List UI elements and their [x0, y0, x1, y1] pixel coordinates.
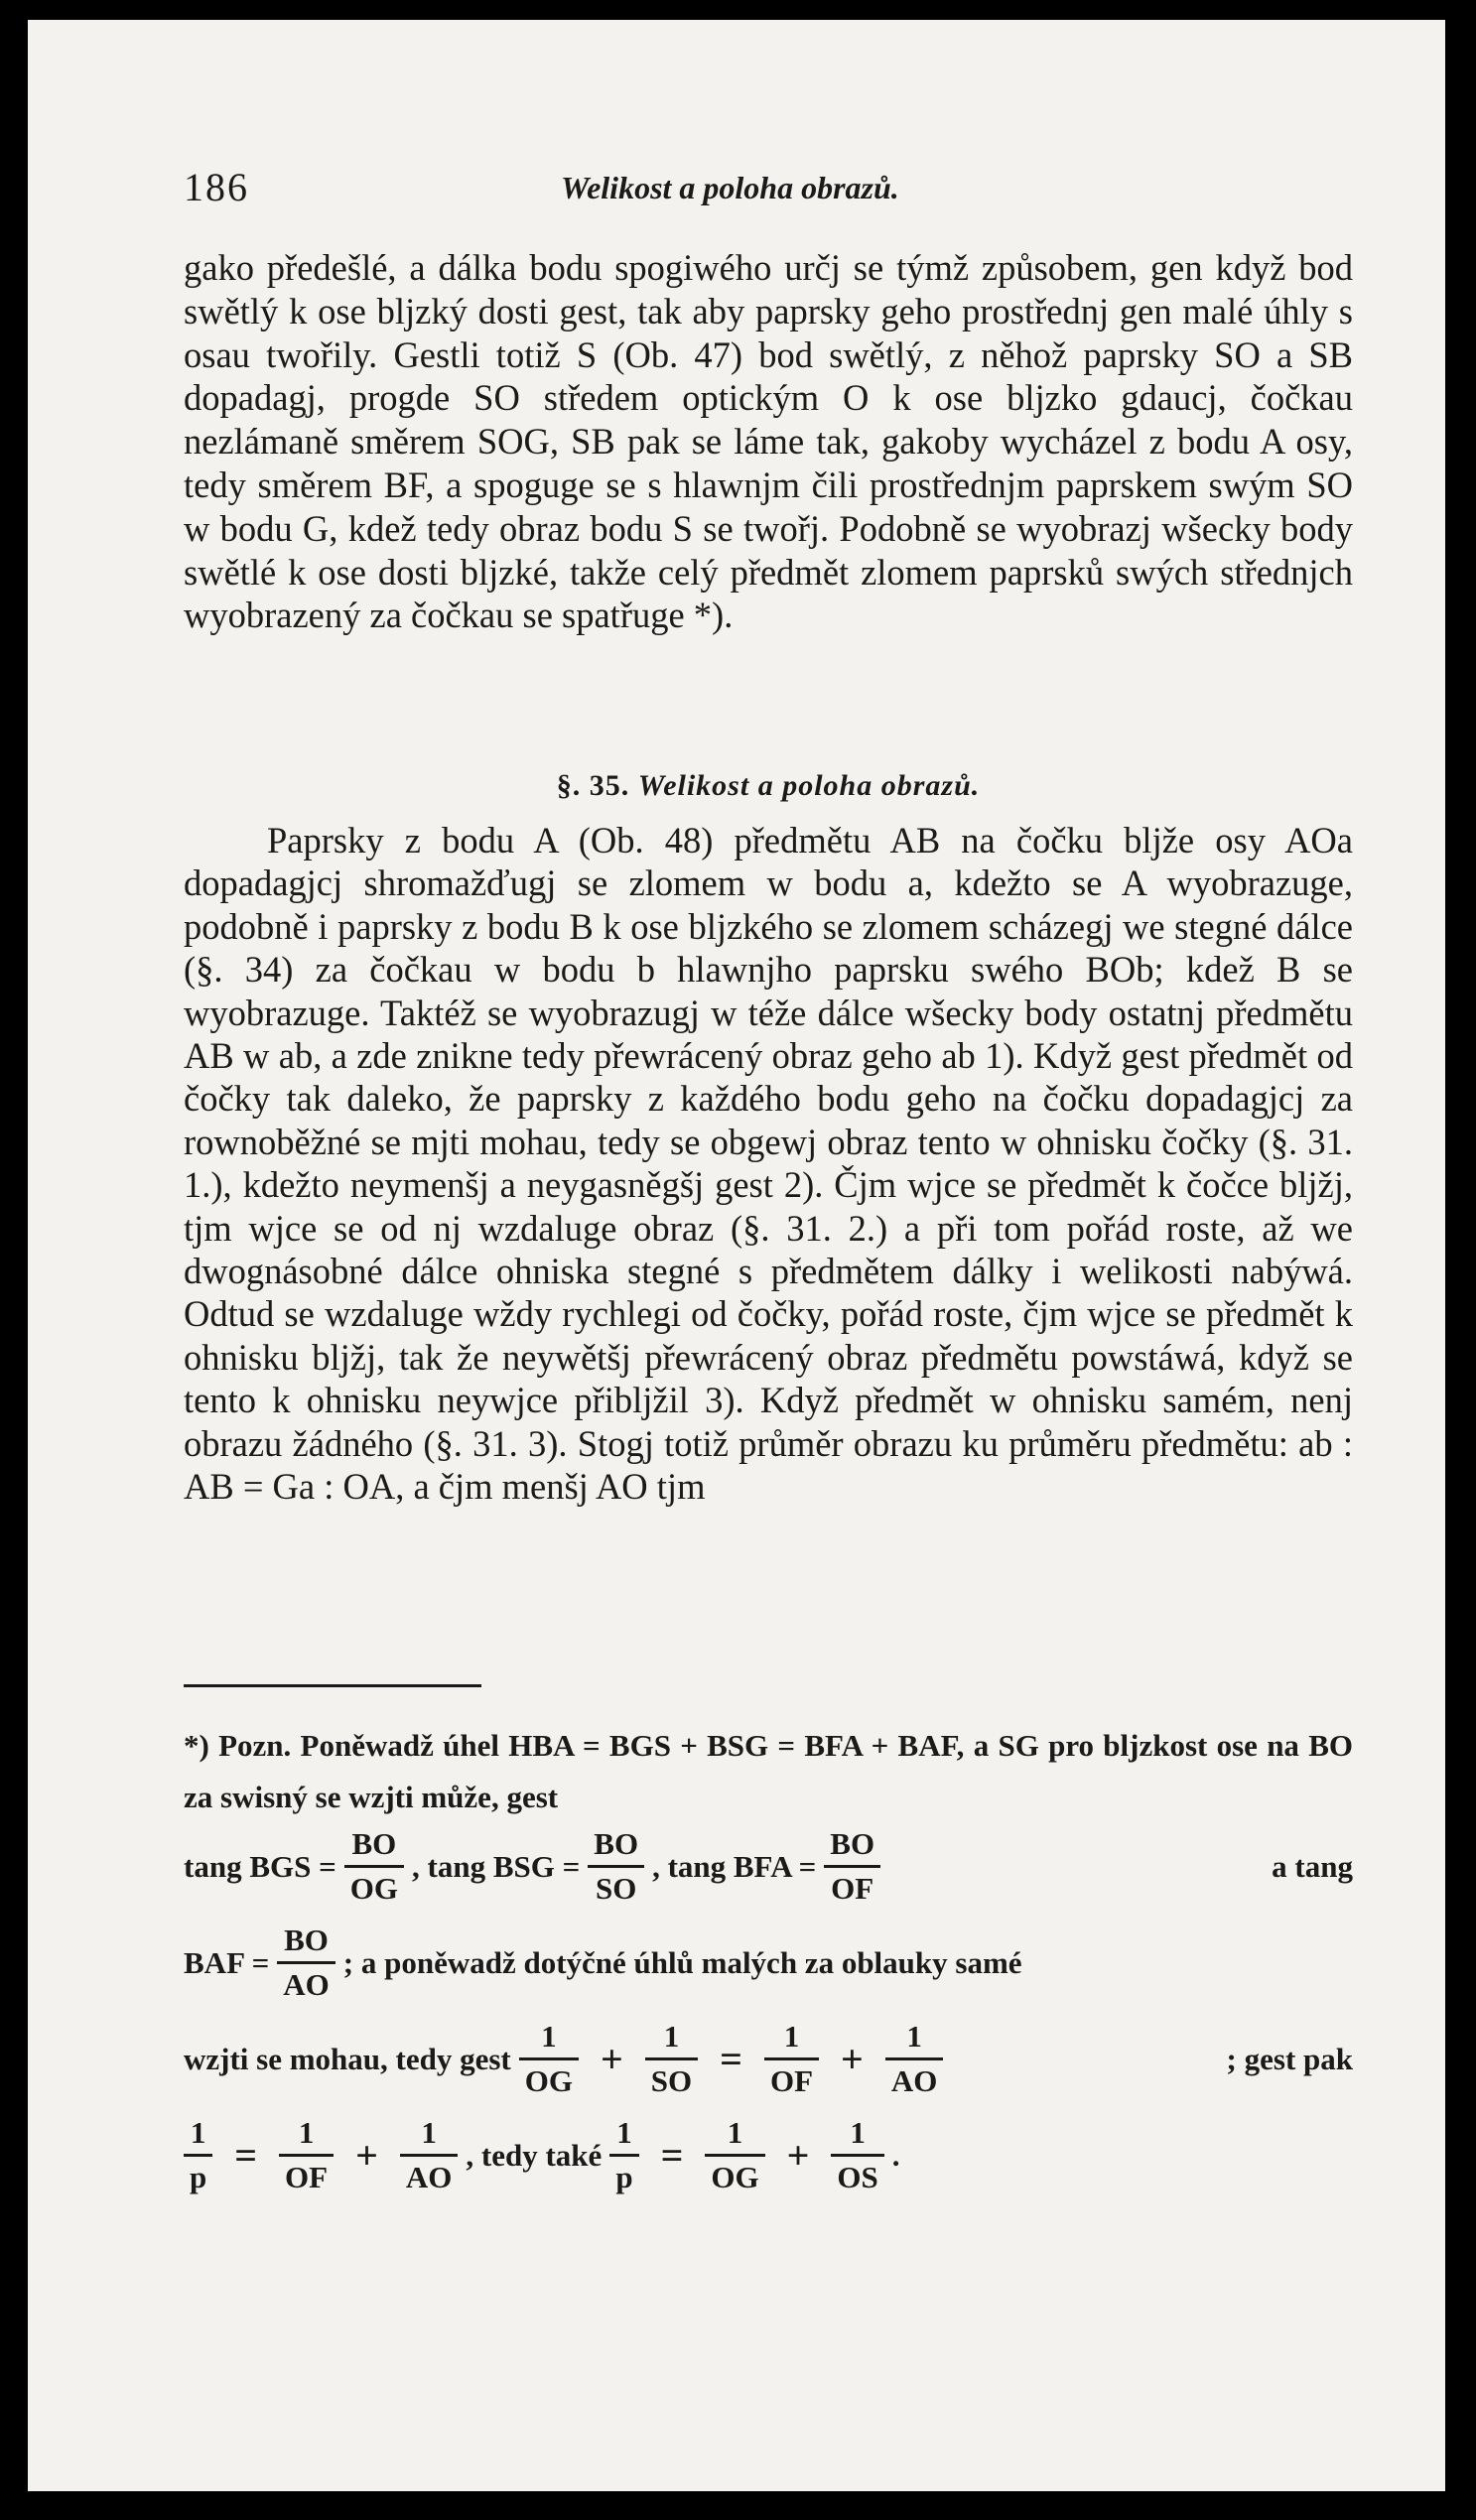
running-title: Welikost a poloha obrazů. [561, 170, 899, 205]
fraction [885, 2016, 944, 2102]
fraction [519, 2016, 579, 2102]
fraction [645, 2016, 698, 2102]
fraction-denominator: OG [711, 2160, 759, 2194]
fraction-numerator: 1 [783, 2019, 800, 2054]
footnote-formula-line-3 [184, 2016, 1353, 2102]
page-number: 186 [184, 165, 249, 209]
equals-operator: = [720, 2036, 742, 2081]
fraction-denominator: AO [890, 2063, 938, 2098]
fraction-numerator: 1 [616, 2115, 632, 2150]
paragraph-2-text: Paprsky z bodu A (Ob. 48) předmětu AB na čočku bljže osy AOa dopadagjcj shromažďugj se zlomem w bodu a, kdežto se A wyobrazuge, podobně i paprsky z bodu B k ose bljzkého se zlomem scházegj we stegné dálce (§. 34) za čočkau w bodu b hlawnjho paprsku swého BOb; kdež B se wyobrazuge. Taktéž se wyobrazugj w téže dálce wšecky body ostatnj předmětu AB w ab, a zde znikne tedy přewrácený obraz geho ab 1). Když gest předmět od čočky tak daleko, že paprsky z každého bodu geho na čočku dopadagjcj za rownoběžné se mjti mohau, tedy se obgewj obraz tento w ohnisku čočky (§. 31. 1.), kdežto neymenšj a neygasněgšj gest 2). Čjm wjce se předmět k čočce bljžj, tjm wjce se od nj wzdaluge obraz (§. 31. 2.) a při tom pořád roste, až we dwognásobné dálce ohniska stegné s předmětem dálky i welikosti nabýwá. Odtud se wzdaluge wždy rychlegi od čočky, pořád roste, čjm wjce se předmět k ohnisku bljžj, tak že neywětšj přewrácený obraz předmětu powstáwá, když se tento k ohnisku neywjce přibljžil 3). Když předmět w ohnisku samém, nenj obrazu žádného (§. 31. 3). Stogj totiž průměr obrazu ku průměru předmětu: ab : AB = Ga : OA, a čjm menšj AO tjm [184, 820, 1353, 1508]
formula-text: BAF = [184, 1944, 270, 1980]
formula-text: wzjti se mohau, tedy gest [184, 2041, 511, 2076]
fraction-numerator: 1 [541, 2019, 557, 2054]
fraction-numerator: 1 [190, 2115, 206, 2150]
equals-operator: = [660, 2132, 684, 2178]
fraction [279, 2112, 334, 2198]
fraction-numerator: 1 [421, 2115, 437, 2150]
fraction-denominator: SO [650, 2063, 693, 2098]
formula-text: ; gest pak [1226, 2041, 1353, 2076]
formula-text: , tang BFA = [652, 1848, 817, 1884]
page-header [184, 164, 1355, 213]
plus-operator: + [841, 2036, 864, 2081]
section-number: §. 35. [556, 769, 630, 802]
fraction-denominator: OG [524, 2063, 573, 2098]
formula-text: ; a poněwadž dotýčné úhlů malých za oblauky samé [342, 1944, 1022, 1980]
fraction-denominator: OG [349, 1871, 398, 1906]
paragraph-2 [184, 819, 1353, 1509]
formula-text: tang BGS = [184, 1848, 336, 1884]
equals-operator: = [234, 2132, 258, 2178]
fraction-numerator: 1 [298, 2115, 315, 2150]
fraction [277, 1920, 335, 2006]
fraction-numerator: 1 [906, 2019, 922, 2054]
paragraph-1 [184, 246, 1353, 637]
fraction [705, 2112, 764, 2198]
footnote-formula-line-4 [184, 2112, 1353, 2198]
fraction [344, 1823, 404, 1910]
plus-operator: + [355, 2132, 378, 2178]
footnote [184, 1720, 1353, 2198]
fraction-numerator: BO [284, 1923, 329, 1957]
plus-operator: + [786, 2132, 810, 2178]
fraction-numerator: 1 [850, 2115, 866, 2150]
footnote-divider [184, 1684, 481, 1687]
fraction [588, 1823, 644, 1910]
fraction [184, 2112, 212, 2198]
footnote-formula-line-1 [184, 1823, 1353, 1910]
fraction-denominator: OF [831, 1871, 874, 1906]
fraction [609, 2112, 638, 2198]
fraction-denominator: OS [837, 2160, 878, 2194]
formula-text: , tedy také [466, 2137, 603, 2173]
fraction [831, 2112, 883, 2198]
fraction-denominator: OF [769, 2063, 814, 2098]
fraction [764, 2016, 819, 2102]
fraction-numerator: BO [351, 1826, 397, 1861]
footnote-formula-line-2 [184, 1920, 1353, 2006]
fraction-numerator: 1 [663, 2019, 680, 2054]
fraction-denominator: AO [283, 1967, 330, 2002]
plus-operator: + [601, 2036, 623, 2081]
fraction-numerator: BO [594, 1826, 639, 1861]
formula-text: a tang [1272, 1848, 1353, 1884]
fraction-numerator: 1 [727, 2115, 743, 2150]
fraction [400, 2112, 459, 2198]
footnote-lead: *) Pozn. Poněwadž úhel HBA = BGS + BSG = BFA + BAF, a SG pro bljzkost ose na BO za swisný se wzjti může, gest [184, 1728, 1353, 1814]
fraction-denominator: p [615, 2160, 633, 2194]
fraction-denominator: p [190, 2160, 207, 2194]
fraction-numerator: BO [830, 1826, 875, 1861]
formula-text: . [891, 2137, 900, 2173]
fraction-denominator: SO [595, 1871, 637, 1906]
section-title: Welikost a poloha obrazů. [637, 769, 981, 802]
fraction-denominator: OF [285, 2160, 329, 2194]
formula-text: , tang BSG = [412, 1848, 581, 1884]
fraction [824, 1823, 880, 1910]
paragraph-1-text: gako předešlé, a dálka bodu spogiwého určj se týmž způsobem, gen když bod swětlý k ose bljzký dosti gest, tak aby paprsky geho prostřednj gen malé úhly s osau twořily. Gestli totiž S (Ob. 47) bod swětlý, z něhož paprsky SO a SB dopadagj, progde SO středem optickým O k ose bljzko gdaucj, čočkau nezlámaně směrem SOG, SB pak se láme tak, gakoby wycházel z bodu A osy, tedy směrem BF, a spoguge se s hlawnjm čili prostřednjm paprskem swým SO w bodu G, kdež tedy obraz bodu S se twořj. Podobně se wyobrazj wšecky body swětlé k ose dosti bljzké, takže celý předmět zlomem paprsků swých střednjch wyobrazený za čočkau se spatřuge *). [184, 247, 1353, 636]
section-heading [184, 769, 1353, 803]
fraction-denominator: AO [405, 2160, 453, 2194]
